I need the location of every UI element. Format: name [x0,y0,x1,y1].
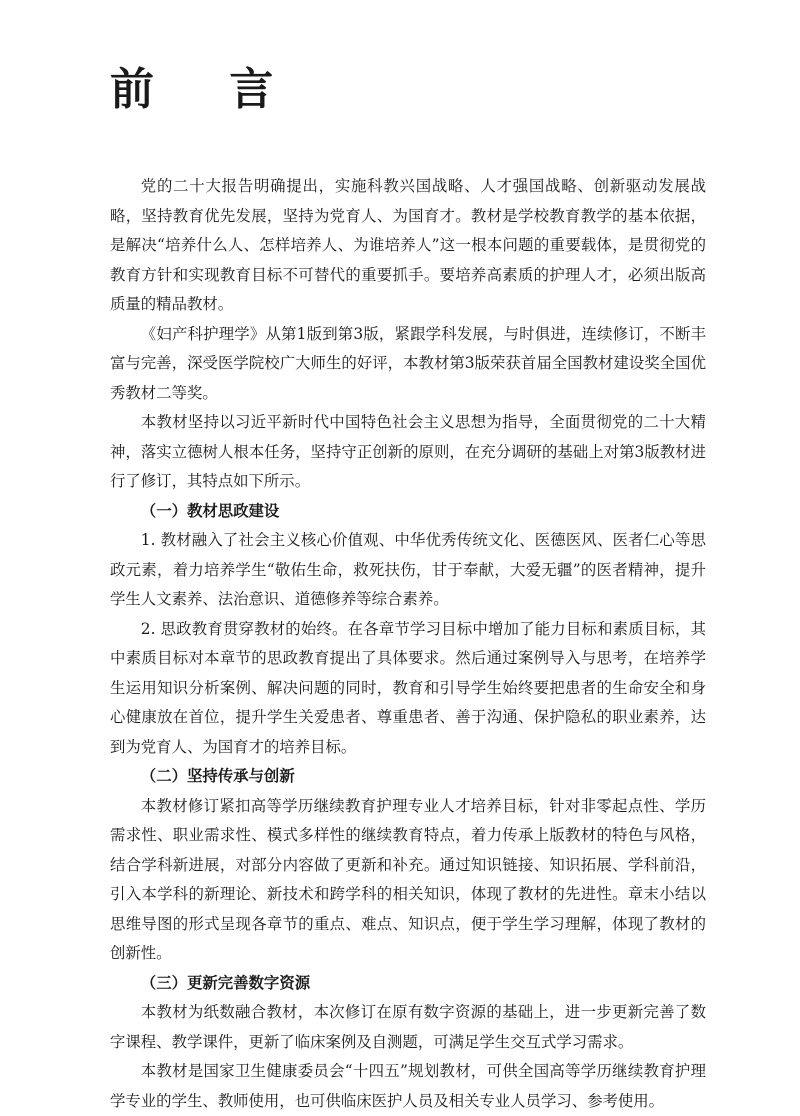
section-heading-2: （二）坚持传承与创新 [140,767,295,785]
paragraph-intro: 党的二十大报告明确提出，实施科教兴国战略、人才强国战略、创新驱动发展战略，坚持教育优先发展，坚持为党育人、为国育才。教材是学校教育教学的基本依据，是解决“培养什么人、怎样培养人、为谁培养人”这一根本问题的重要载体，是贯彻党的教育方针和实现教育目标不可替代的重要抓手。要培养高素质的护理人才，必须出版高质量的精品教材。 [110,177,706,313]
paragraph-3-1: 本教材为纸数融合教材，本次修订在原有数字资源的基础上，进一步更新完善了数字课程、教学课件，更新了临床案例及自测题，可满足学生交互式学习需求。 [110,1003,706,1051]
page-title: 前 言 [110,64,304,115]
paragraph-history: 《妇产科护理学》从第1版到第3版，紧跟学科发展，与时俱进，连续修订，不断丰富与完善，深受医学院校广大师生的好评，本教材第3版荣获首届全国教材建设奖全国优秀教材二等奖。 [110,324,706,402]
paragraph-closing: 本教材是国家卫生健康委员会“十四五”规划教材，可供全国高等学历继续教育护理学专业的学生、教师使用，也可供临床医护人员及相关专业人员学习、参考使用。 [110,1062,706,1110]
paragraph-features: 本教材坚持以习近平新时代中国特色社会主义思想为指导，全面贯彻党的二十大精神，落实立德树人根本任务，坚持守正创新的原则，在充分调研的基础上对第3版教材进行了修订，其特点如下所示。 [110,413,706,490]
paragraph-2-1: 本教材修订紧扣高等学历继续教育护理专业人才培养目标，针对非零起点性、学历需求性、职业需求性、模式多样性的继续教育特点，着力传承上版教材的特色与风格，结合学科新进展，对部分内容做了更新和补充。通过知识链接、知识拓展、学科前沿，引入本学科的新理论、新技术和跨学科的相关知识，体现了教材的先进性。章末小结以思维导图的形式呈现各章节的重点、难点、知识点，便于学生学习理解，体现了教材的创新性。 [110,796,706,962]
paragraph-1-1: 1. 教材融入了社会主义核心价值观、中华优秀传统文化、医德医风、医者仁心等思政元素，着力培养学生“敬佑生命，救死扶伤，甘于奉献，大爱无疆”的医者精神，提升学生人文素养、法治意识、道德修养等综合素养。 [110,531,706,608]
section-heading-3: （三）更新完善数字资源 [140,973,311,992]
preface-body [110,172,706,1116]
paragraph-1-2: 2. 思政教育贯穿教材的始终。在各章节学习目标中增加了能力目标和素质目标，其中素质目标对本章节的思政教育提出了具体要求。然后通过案例导入与思考，在培养学生运用知识分析案例、解决问题的同时，教育和引导学生始终要把患者的生命安全和身心健康放在首位，提升学生关爱患者、尊重患者、善于沟通、保护隐私的职业素养，达到为党育人、为国育才的培养目标。 [110,619,706,756]
section-heading-1: （一）教材思政建设 [140,501,280,520]
